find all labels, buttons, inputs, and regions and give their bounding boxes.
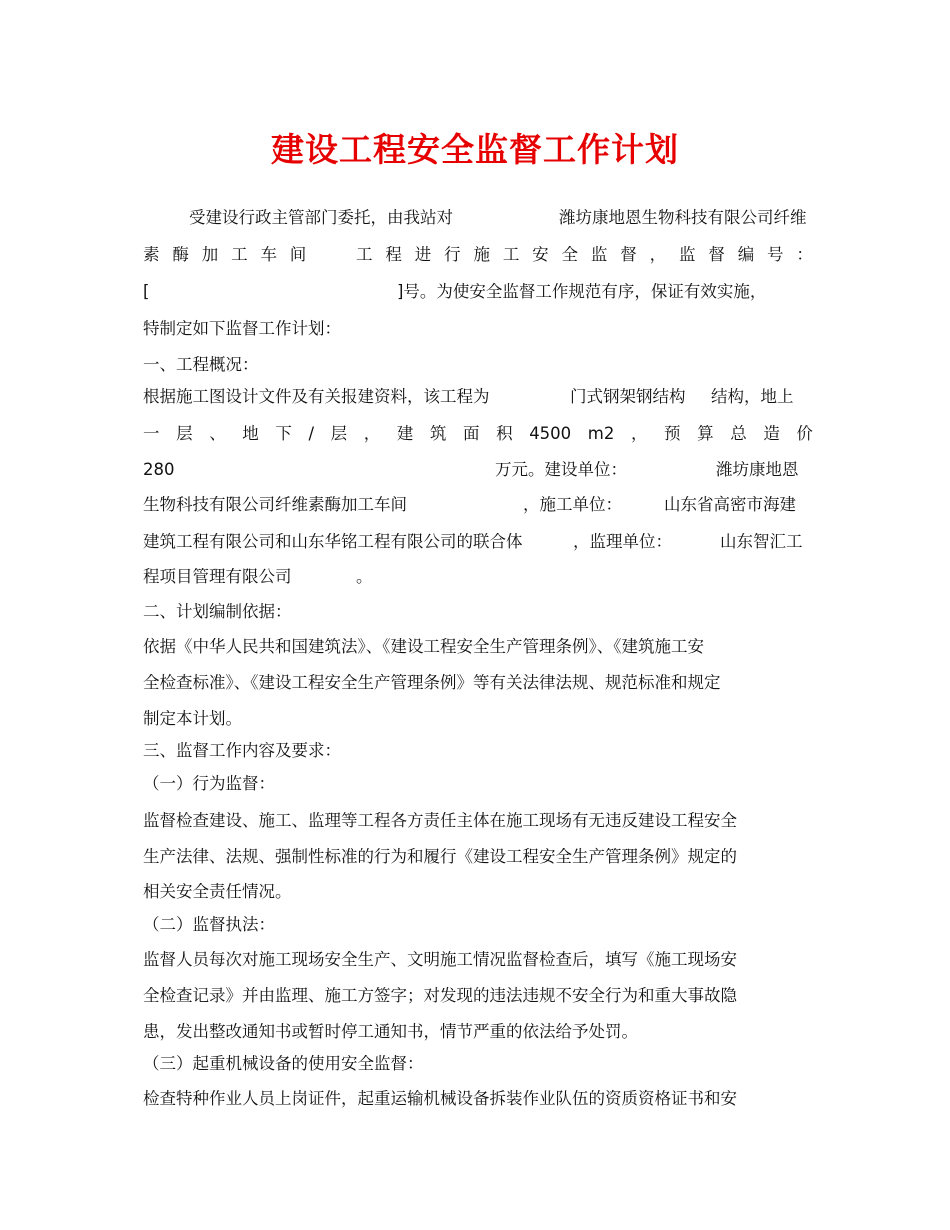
text-line: 依据《中华人民共和国建筑法》、《建设工程安全生产管理条例》、《建筑施工安: [143, 637, 704, 656]
bracket-open: [: [143, 282, 150, 301]
text-span: 根据施工图设计文件及有关报建资料，该工程为: [143, 387, 490, 406]
char: 车: [260, 245, 277, 264]
subsection-heading: （一）行为监督：: [143, 774, 275, 793]
char: 行: [444, 245, 461, 264]
text-span: 程项目管理有限公司: [143, 567, 292, 586]
char: 全: [561, 245, 579, 264]
char: 安: [532, 245, 549, 264]
char: 号: [767, 245, 784, 264]
char: /: [308, 424, 315, 443]
text-line: [143, 458, 813, 482]
char: 加: [201, 245, 219, 264]
text-line: [143, 206, 813, 230]
text-line: 检查特种作业人员上岗证件，起重运输机械设备拆装作业队伍的资质资格证书和安: [143, 1089, 737, 1108]
project-name-span: 潍坊康地恩生物科技有限公司纤维: [559, 208, 807, 227]
char: ，: [363, 424, 381, 443]
section-heading: 三、监督工作内容及要求：: [143, 741, 341, 760]
area-value: 4500: [529, 424, 572, 443]
text-span: 建筑工程有限公司和山东华铭工程有限公司的联合体: [143, 532, 523, 551]
char: 筑: [429, 424, 447, 443]
subsection-heading: （三）起重机械设备的使用安全监督：: [143, 1054, 424, 1073]
char: 建: [396, 424, 414, 443]
char: 算: [697, 424, 714, 443]
char: 地: [242, 424, 259, 443]
section-heading: 一、工程概况：: [143, 355, 259, 374]
char: 积: [496, 424, 513, 443]
char: 素: [143, 245, 160, 264]
text-line: 患，发出整改通知书或暂时停工通知书，情节严重的依法给予处罚。: [143, 1022, 638, 1041]
text-span: 万元。建设单位：: [495, 460, 627, 479]
text-line: 制定本计划。: [143, 709, 242, 728]
text-span: 。: [356, 567, 373, 586]
text-span: 结构，地上: [711, 387, 794, 406]
char: 预: [664, 424, 681, 443]
char: 程: [385, 245, 402, 264]
gap: [319, 243, 343, 267]
text-line: 监督人员每次对施工现场安全生产、文明施工情况监督检查后，填写《施工现场安: [143, 950, 737, 969]
char: 工: [356, 245, 373, 264]
char: 总: [730, 424, 747, 443]
text-line: 全检查记录》并由监理、施工方签字；对发现的违法违规不安全行为和重大事故隐: [143, 986, 737, 1005]
char: 面: [463, 424, 480, 443]
char: 工: [502, 245, 520, 264]
document-title: 建设工程安全监督工作计划: [271, 130, 679, 169]
text-span: ，监理单位：: [573, 532, 672, 551]
text-span: 潍坊康地恩: [716, 460, 799, 479]
text-span: 受建设行政主管部门委托，由我站对: [189, 208, 453, 227]
subsection-heading: （二）监督执法：: [143, 915, 275, 934]
char: 下: [275, 424, 292, 443]
text-line: 特制定如下监督工作计划：: [143, 319, 341, 338]
text-span: 生物科技有限公司纤维素酶加工车间: [143, 495, 407, 514]
char: 进: [414, 245, 432, 264]
char: 层: [176, 424, 193, 443]
text-line: [143, 530, 813, 554]
text-line: 生产法律、法规、强制性标准的行为和履行《建设工程安全生产管理条例》规定的: [143, 847, 737, 866]
text-span: ]号。为使安全监督工作规范有序，保证有效实施，: [397, 282, 767, 301]
char: 督: [708, 245, 725, 264]
text-line: 监督检查建设、施工、监理等工程各方责任主体在施工现场有无违反建设工程安全: [143, 811, 737, 830]
char: 工: [231, 245, 248, 264]
char: 编: [737, 245, 755, 264]
text-span: 山东省高密市海建: [664, 495, 796, 514]
char: 造: [763, 424, 780, 443]
text-line: [143, 493, 813, 517]
char: 间: [289, 245, 307, 264]
budget-value: 280: [143, 460, 175, 479]
text-line-justified: [143, 243, 813, 267]
char: 酶: [172, 245, 189, 264]
char: 监: [678, 245, 696, 264]
char: 层: [330, 424, 348, 443]
char: 监: [590, 245, 608, 264]
char: ：: [796, 245, 813, 264]
char: 价: [796, 424, 813, 443]
text-span: 山东智汇工: [720, 532, 803, 551]
text-line: [143, 565, 813, 589]
text-line: [143, 385, 813, 409]
char: 一: [143, 424, 160, 443]
text-line-justified: [143, 422, 813, 446]
char: ，: [630, 424, 648, 443]
char: 督: [620, 245, 637, 264]
char: 施: [473, 245, 490, 264]
char: 、: [209, 424, 226, 443]
text-line: [143, 280, 813, 304]
section-heading: 二、计划编制依据：: [143, 602, 292, 621]
text-span: ，施工单位：: [523, 495, 622, 514]
text-line: 相关安全责任情况。: [143, 882, 292, 901]
char: ，: [649, 245, 667, 264]
structure-type-span: 门式钢架钢结构: [570, 387, 686, 406]
text-line: 全检查标准》、《建设工程安全生产管理条例》等有关法律法规、规范标准和规定: [143, 673, 721, 692]
area-unit: m2: [587, 424, 615, 443]
